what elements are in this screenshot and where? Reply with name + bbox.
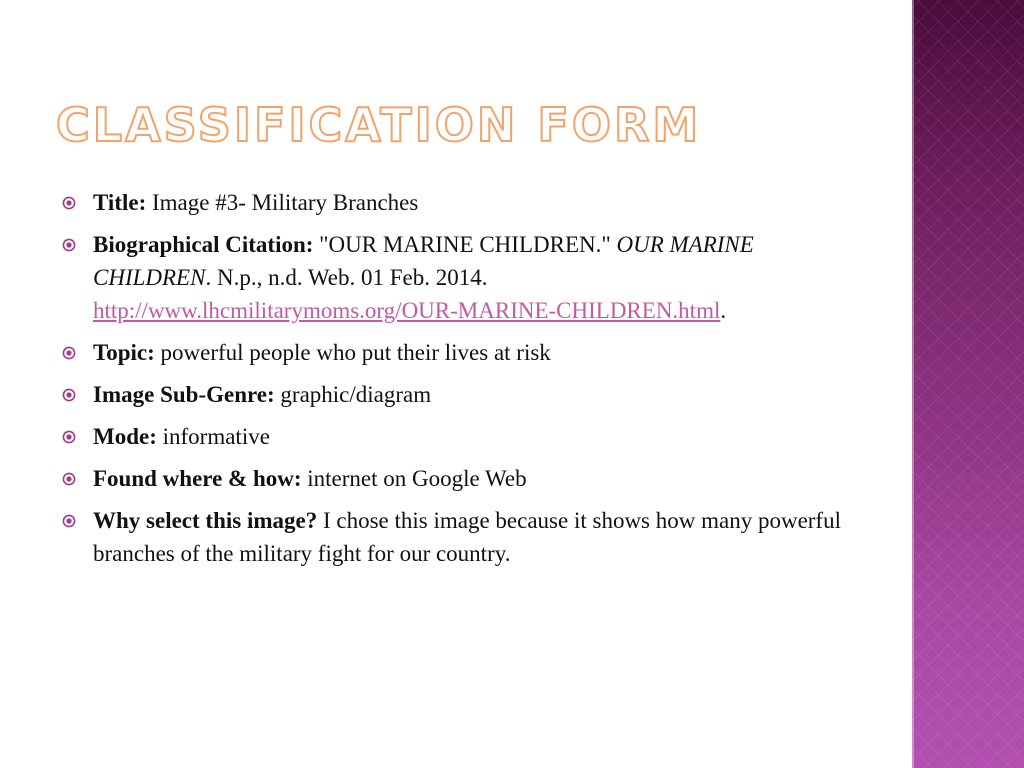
slide-title: CLASSIFICATION FORM <box>56 98 702 152</box>
circled-dot-icon <box>62 430 76 444</box>
citation-end: . <box>720 298 727 323</box>
circled-dot-icon <box>62 346 76 360</box>
circled-dot-icon <box>62 514 76 528</box>
item-label: Mode: <box>93 424 157 449</box>
item-label: Image Sub-Genre: <box>93 382 275 407</box>
item-text: I chose this image because it shows how many powerful branches of the military fight for our country. <box>93 508 841 566</box>
decorative-side-band <box>912 0 1024 768</box>
list-item-topic <box>60 336 850 369</box>
list-item-mode <box>60 420 850 453</box>
citation-link[interactable]: http://www.lhcmilitarymoms.org/OUR-MARINE-CHILDREN.html <box>93 298 721 323</box>
item-label: Biographical Citation: <box>93 232 314 257</box>
slide-content <box>60 186 850 579</box>
circled-dot-icon <box>62 388 76 402</box>
item-text: internet on Google Web <box>301 466 527 491</box>
citation-details: . N.p., n.d. Web. 01 Feb. 2014. <box>205 265 488 290</box>
circled-dot-icon <box>62 472 76 486</box>
list-item-sub-genre <box>60 378 850 411</box>
list-item-citation <box>60 228 850 327</box>
item-label: Title: <box>93 190 147 215</box>
list-item-found <box>60 462 850 495</box>
bullet-list <box>60 186 850 570</box>
item-label: Why select this image? <box>93 508 318 533</box>
item-label: Topic: <box>93 340 155 365</box>
circled-dot-icon <box>62 238 76 252</box>
circled-dot-icon <box>62 196 76 210</box>
item-text: informative <box>156 424 270 449</box>
item-text: Image #3- Military Branches <box>146 190 419 215</box>
item-text: graphic/diagram <box>274 382 432 407</box>
item-text: powerful people who put their lives at risk <box>154 340 551 365</box>
list-item-why <box>60 504 850 570</box>
citation-italic-title: OUR MARINE CHILDREN <box>93 232 754 290</box>
citation-text: "OUR MARINE CHILDREN." <box>313 232 617 257</box>
item-label: Found where & how: <box>93 466 302 491</box>
diamond-pattern <box>912 0 1024 768</box>
band-edge-line <box>912 0 914 768</box>
list-item-title <box>60 186 850 219</box>
